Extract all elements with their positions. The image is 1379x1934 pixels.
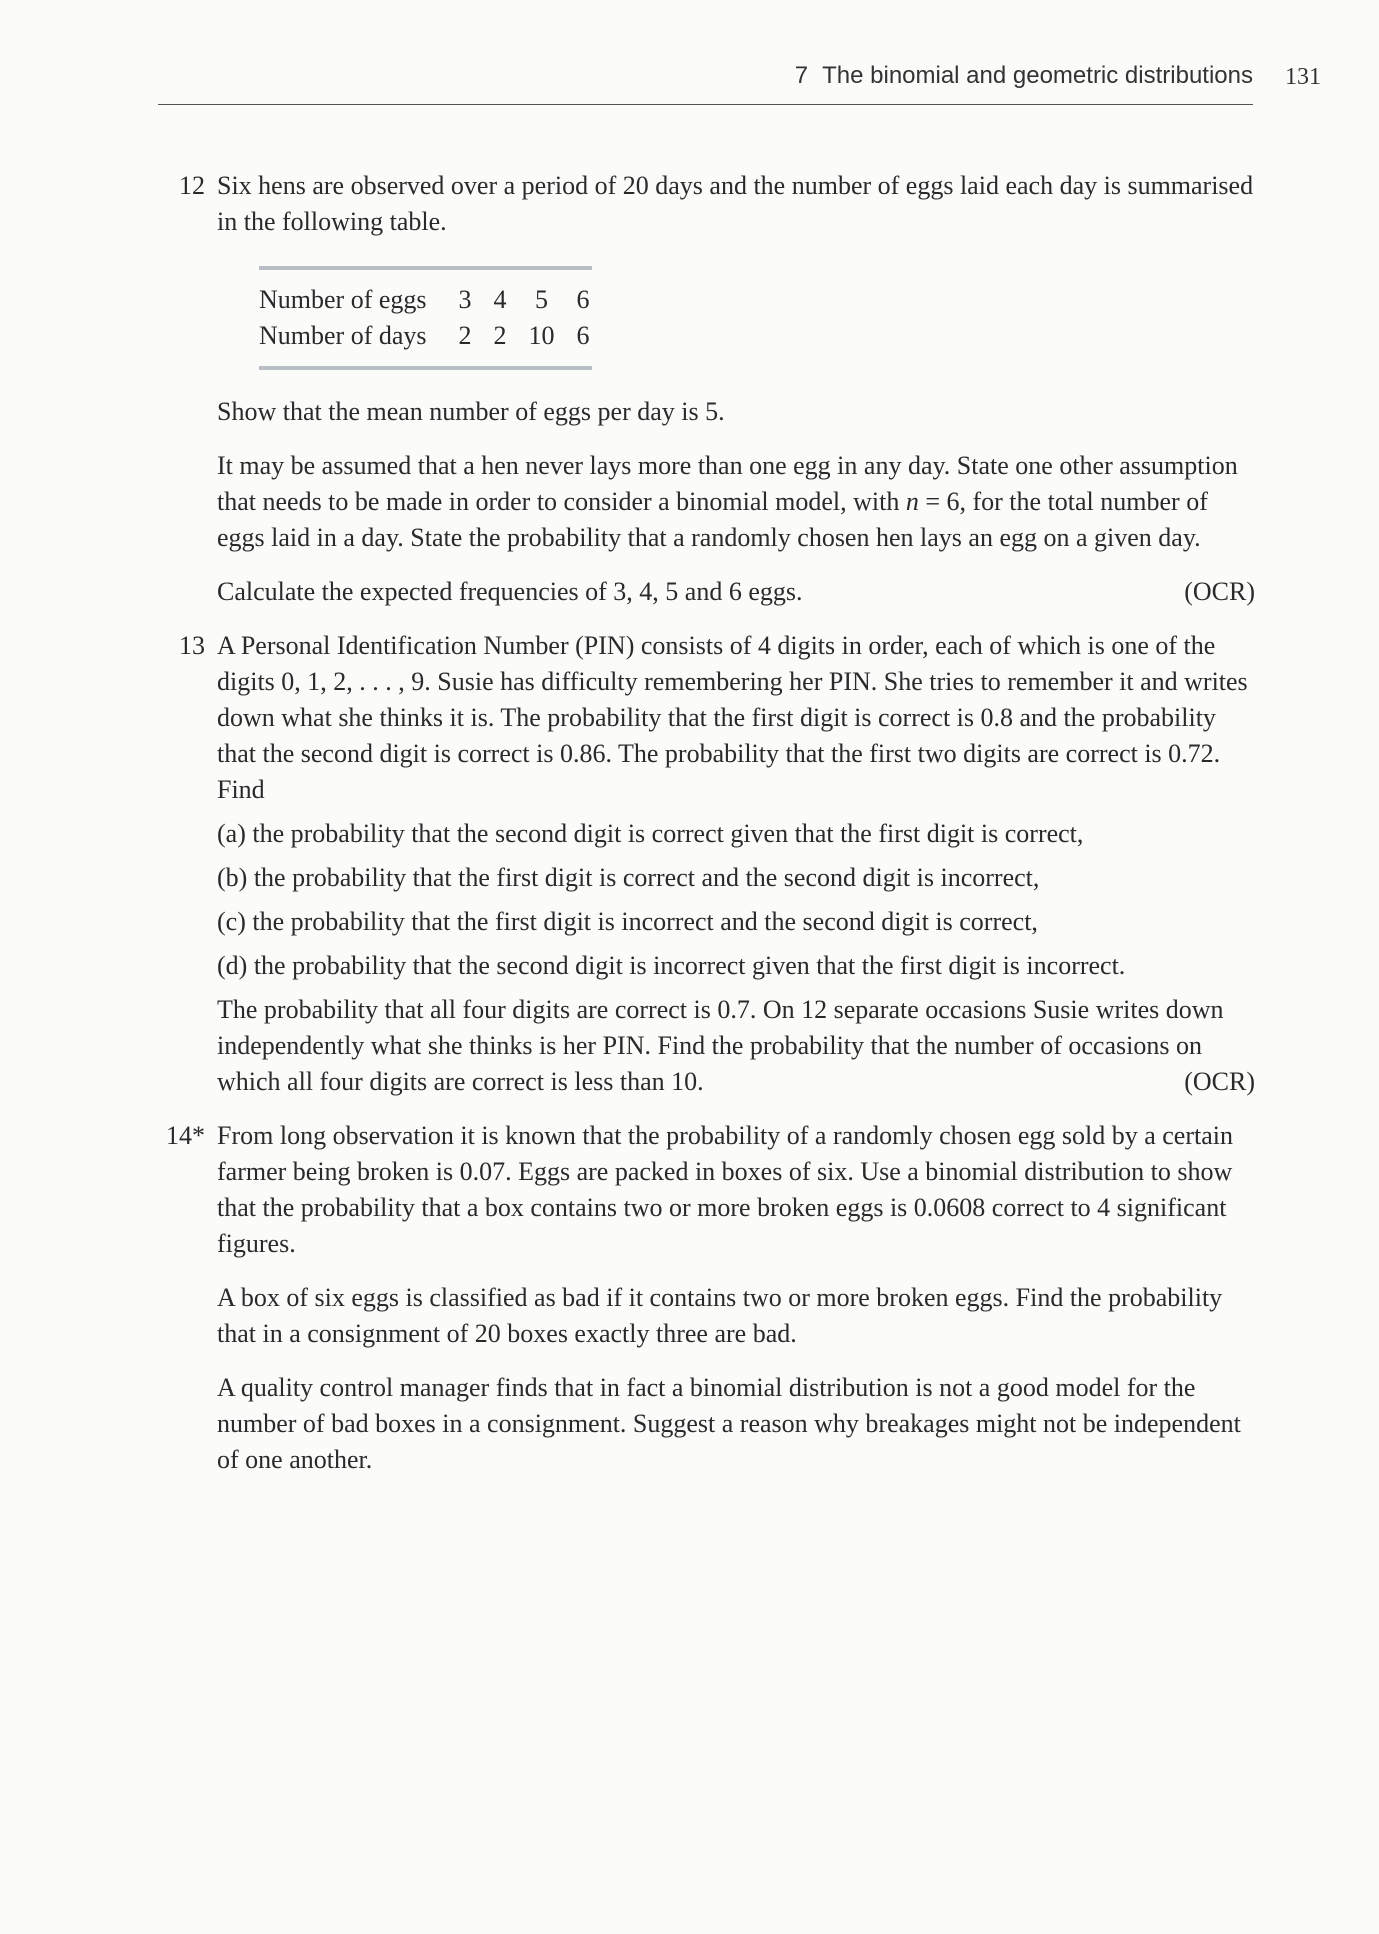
question-text-part: The probability that all four digits are correct is 0.7. On 12 separate occasions Susie writes down independently what she thinks is her PIN. Find the probability that the number of occasions on which all four digits are correct is less than 10.: [217, 995, 1224, 1096]
question-text-part: = 6, for the total number of eggs laid in a day. State the probability that a randomly chosen hen lays an egg on a given day.: [217, 487, 1208, 552]
question-text-part: It may be assumed that a hen never lays more than one egg in any day. State one other assumption that needs to be made in order to consider a binomial model, with: [217, 451, 1238, 516]
table-cell: 5: [535, 285, 549, 314]
question-text: [217, 992, 1255, 1100]
question-text: Show that the mean number of eggs per day is 5.: [217, 397, 725, 426]
question-part-d: (d) the probability that the second digit is incorrect given that the first digit is incorrect.: [217, 951, 1126, 980]
question-text: [217, 448, 1255, 556]
question-text: From long observation it is known that the probability of a randomly chosen egg sold by a certain farmer being broken is 0.07. Eggs are packed in boxes of six. Use a binomial distribution to show that the probability that a box contains two or more broken eggs is 0.0608 correct to 4 significant figures.: [217, 1121, 1233, 1258]
page-content: [160, 168, 1255, 1478]
table-cell: 10: [528, 321, 555, 350]
question-13: [160, 628, 1255, 1100]
row-header: Number of eggs: [259, 285, 427, 314]
question-text: [217, 574, 1255, 610]
question-part-c: (c) the probability that the first digit is incorrect and the second digit is correct,: [217, 907, 1038, 936]
table-cell: 6: [576, 321, 590, 350]
chapter-title: [795, 62, 1253, 90]
question-part-a: (a) the probability that the second digit is correct given that the first digit is correct,: [217, 819, 1084, 848]
question-text: A Personal Identification Number (PIN) consists of 4 digits in order, each of which is one of the digits 0, 1, 2, . . . , 9. Susie has difficulty remembering her PIN. She tries to remember it and writes down what she thinks it is. The probability that the first digit is correct is 0.8 and the probability that the second digit is correct is 0.86. The probability that the first two digits are correct is 0.72. Find: [217, 631, 1248, 804]
question-number: 12: [179, 171, 205, 200]
question-number: 13: [179, 631, 205, 660]
question-text: Six hens are observed over a period of 20 days and the number of eggs laid each day is summarised in the following table.: [217, 171, 1254, 236]
chapter-title-text: The binomial and geometric distributions: [822, 62, 1253, 89]
variable-n: n: [905, 487, 919, 516]
question-14: [160, 1118, 1255, 1478]
running-head: [158, 58, 1253, 105]
source-label: (OCR): [1184, 1067, 1255, 1096]
table-cell: 2: [493, 321, 507, 350]
source-label: (OCR): [1184, 577, 1255, 606]
question-number: 14*: [166, 1121, 205, 1150]
table-cell: 2: [458, 321, 472, 350]
table-cell: 6: [576, 285, 590, 314]
row-header: Number of days: [259, 321, 427, 350]
table-cell: 3: [458, 285, 472, 314]
page-number: 131: [1285, 64, 1321, 90]
question-part-b: (b) the probability that the first digit is correct and the second digit is incorrect,: [217, 863, 1040, 892]
table-row: [259, 318, 592, 368]
table-row: [259, 268, 592, 318]
question-text-part: Calculate the expected frequencies of 3, 4, 5 and 6 eggs.: [217, 577, 803, 606]
chapter-number: 7: [794, 62, 809, 89]
question-12: [160, 168, 1255, 610]
table-cell: 4: [493, 285, 507, 314]
question-text: A quality control manager finds that in fact a binomial distribution is not a good model for the number of bad boxes in a consignment. Suggest a reason why breakages might not be independent of one another.: [217, 1373, 1241, 1474]
eggs-table: [259, 266, 592, 370]
question-text: A box of six eggs is classified as bad if it contains two or more broken eggs. Find the probability that in a consignment of 20 boxes exactly three are bad.: [217, 1283, 1223, 1348]
